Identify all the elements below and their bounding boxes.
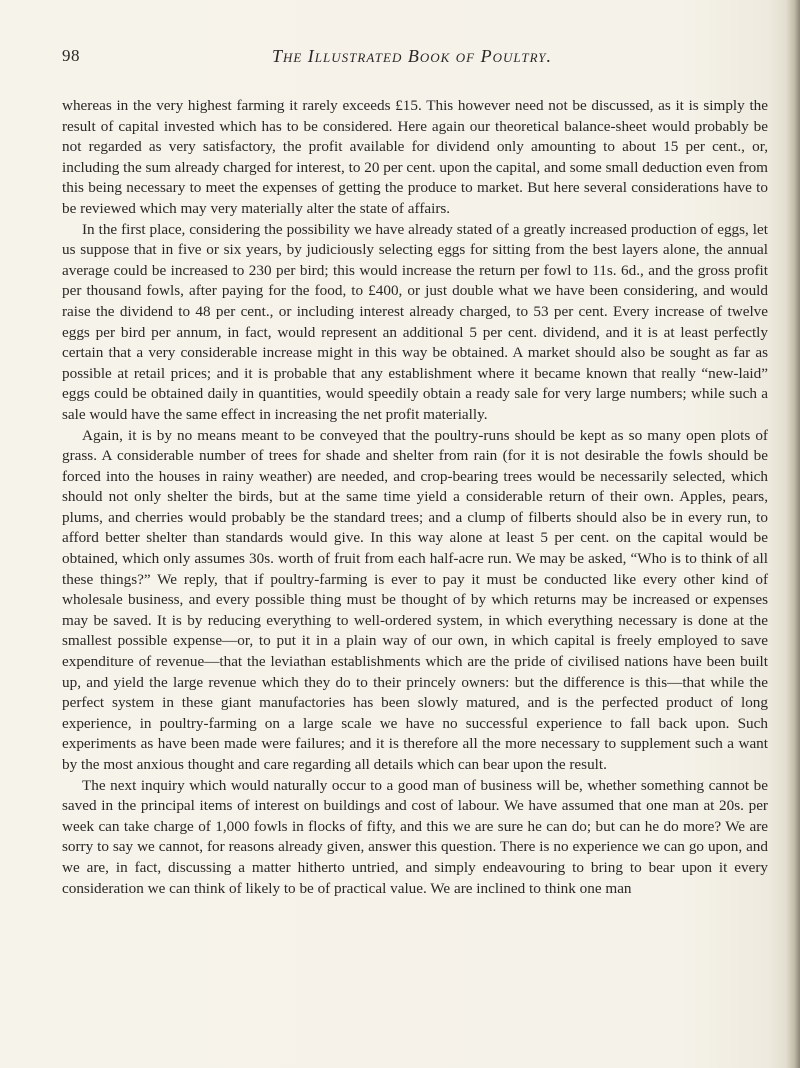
- paragraph-2: In the first place, considering the possibility we have already stated of a greatly increased production of eggs, let us suppose that in five or six years, by judiciously selecting eggs for sitting from the best layers alone, the annual average could be increased to 230 per bird; this would increase the return per fowl to 11s. 6d., and the gross profit per thousand fowls, after paying for the food, to £400, or just double what we have been considering, and would raise the dividend to 48 per cent., or including interest already charged, to 53 per cent. Every increase of twelve eggs per bird per annum, in fact, would represent an additional 5 per cent. dividend, and it is at least perfectly certain that a very considerable increase might in this way be obtained. A market should also be sought as far as possible at retail prices; and it is probable that any establishment where it became known that really “new-laid” eggs could be obtained daily in quantities, would speedily obtain a ready sale for very large numbers; while such a sale would have the same effect in increasing the net profit materially.: [62, 220, 768, 423]
- page-edge-shadow: [786, 0, 800, 1068]
- paragraph-3: Again, it is by no means meant to be conveyed that the poultry-runs should be kept as so many open plots of grass. A considerable number of trees for shade and shelter from rain (for it is not desirable the fowls should be forced into the houses in rainy weather) are needed, and crop-bearing trees would be necessarily selected, which should not only shelter the birds, but at the same time yield a considerable return of their own. Apples, pears, plums, and cherries would probably be the standard trees; and a clump of filberts should also be in every run, to afford better shelter than standards would give. In this way alone at least 5 per cent. on the capital would be obtained, which only assumes 30s. worth of fruit from each half-acre run. We may be asked, “Who is to think of all these things?” We reply, that if poultry-farming is ever to pay it must be conducted like every other kind of wholesale business, and every possible thing must be thought of by which returns may be increased or expenses may be saved. It is by reducing everything to well-ordered system, in which everything necessary is done at the smallest possible expense—or, to put it in a plain way of our own, in which capital is freely employed to save expenditure of revenue—that the leviathan establishments which are the pride of civilised nations have been built up, and yield the large revenue which they do to their princely owners: but the difference is this—that while the perfect system in these giant manufactories has been slowly matured, and is the perfected product of long experience, in poultry-farming on a large scale we have no successful experience to fall back upon. Such experiments as have been made were failures; and it is therefore all the more necessary to supplement such a want by the most anxious thought and care regarding all details which can bear upon the result.: [62, 426, 768, 773]
- paragraph-4: The next inquiry which would naturally occur to a good man of business will be, whether something cannot be saved in the principal items of interest on buildings and cost of labour. We have assumed that one man at 20s. per week can take charge of 1,000 fowls in flocks of fifty, and this we are sure he can do; but can he do more? We are sorry to say we cannot, for reasons already given, answer this question. There is no experience we can go upon, and we are, in fact, discussing a matter hitherto untried, and simply endeavouring to bring to bear upon it every consideration we can think of likely to be of practical value. We are inclined to think one man: [62, 776, 768, 897]
- paragraph-1: whereas in the very highest farming it rarely exceeds £15. This however need not be discussed, as it is simply the result of capital invested which has to be considered. Here again our theoretical balance-sheet would probably be not regarded as very satisfactory, the profit available for dividend only amounting to about 15 per cent., or, including the sum already charged for interest, to 20 per cent. upon the capital, and some small deduction even from this being necessary to meet the expenses of getting the produce to market. But here several considerations have to be reviewed which may very materially alter the state of affairs.: [62, 97, 768, 217]
- running-head-title: The Illustrated Book of Poultry.: [271, 46, 553, 66]
- page-number: 98: [62, 46, 80, 65]
- body-text: [62, 96, 768, 899]
- running-head: [62, 46, 762, 72]
